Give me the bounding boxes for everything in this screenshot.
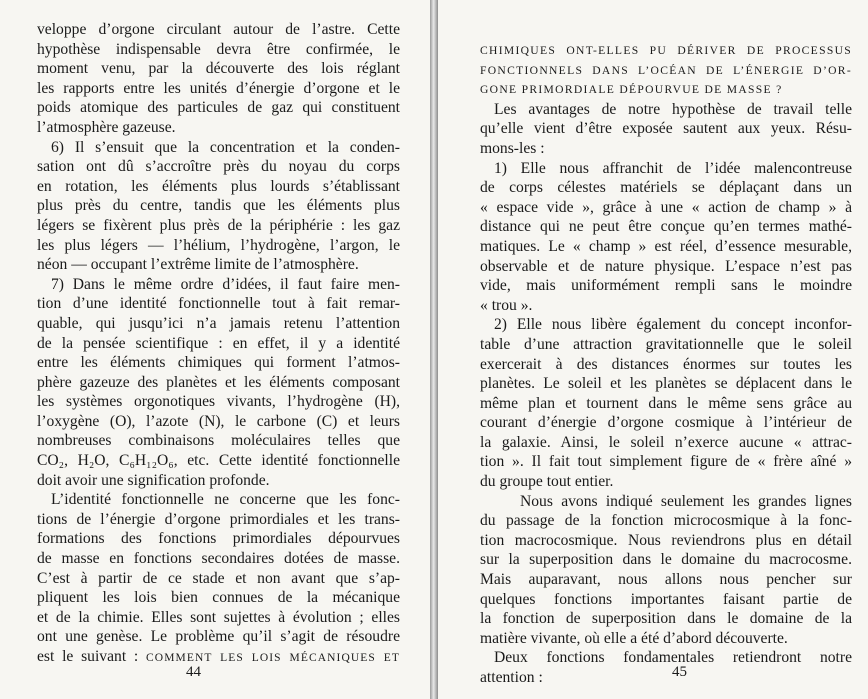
- text-line: [37, 138, 400, 158]
- text-line-content: poids atomique des particules de gaz qui constituent: [37, 99, 400, 117]
- text-line-content: quable, qui jusqu’ici n’a jamais retenu l’attention: [37, 314, 400, 332]
- text-line: [37, 118, 400, 138]
- text-line: [480, 531, 852, 551]
- text-line-content: moment venu, par la découverte des lois réglant: [37, 60, 400, 78]
- text-line-content: doit avoir une signification profonde.: [37, 471, 270, 489]
- text-line: [37, 294, 400, 314]
- text-line-content: phère gazeuze des planètes et les éléments composant: [37, 373, 400, 391]
- text-line: [37, 510, 400, 530]
- text-line: [480, 237, 852, 257]
- text-line: [480, 413, 852, 433]
- book-gutter: [430, 0, 438, 699]
- text-line-content: la galaxie. Ainsi, le soleil n’exerce aucune « attrac-: [480, 433, 852, 451]
- text-line-content: mons-les :: [480, 139, 545, 157]
- chapter-question-heading: FONCTIONNELS DANS L’OCÉAN DE L’ÉNERGIE D’OR-: [480, 63, 852, 77]
- text-line: [480, 609, 852, 629]
- text-line-content: table d’une attraction gravitationnelle que le soleil: [480, 335, 852, 353]
- text-line: [480, 315, 852, 335]
- text-line: [480, 550, 852, 570]
- text-line: [37, 177, 400, 197]
- left-page: [0, 0, 430, 699]
- text-line-content: matiques. Le « champ » est réel, d’essence mesurable,: [480, 237, 852, 255]
- text-line-content: 7) Dans le même ordre d’idées, il faut faire men-: [51, 275, 400, 293]
- text-line: [37, 392, 400, 412]
- text-line: [37, 236, 400, 256]
- text-line-content: Nous avons indiqué seulement les grandes lignes: [520, 492, 852, 510]
- text-line: [480, 178, 852, 198]
- page-number-right: 45: [672, 664, 687, 680]
- text-line-content: est le suivant :: [37, 648, 147, 665]
- text-line: [480, 433, 852, 453]
- text-line-content: et de la chimie. Elles sont sujettes à évolution ; elles: [37, 608, 400, 626]
- small-caps-text: COMMENT LES LOIS MÉCANIQUES ET: [146, 652, 400, 664]
- text-line: [37, 431, 400, 451]
- left-page-text: [37, 20, 400, 667]
- text-line-content: sur la superposition dans le domaine du macrocosme.: [480, 551, 852, 569]
- text-line: [37, 549, 400, 569]
- text-line: [480, 139, 852, 159]
- text-line: [480, 355, 852, 375]
- text-line: [480, 511, 852, 531]
- text-line: [37, 588, 400, 608]
- text-line: [480, 472, 852, 492]
- text-line-content: veloppe d’orgone circulant autour de l’astre. Cette: [37, 21, 400, 38]
- text-line: [37, 471, 400, 491]
- text-line-content: quelques fonctions importantes faisant partie de: [480, 590, 852, 608]
- text-line-content: tion macrocosmique. Nous reviendrons plus en détail: [480, 531, 852, 549]
- text-line: [480, 257, 852, 277]
- text-line-content: formations des fonctions primordiales dépourvues: [37, 530, 400, 548]
- text-line: [37, 627, 400, 647]
- text-line-content: l’atmosphère gazeuse.: [37, 118, 176, 136]
- text-line-content: nombreuses combinaisons moléculaires telles que: [37, 432, 400, 450]
- text-line-content: hypothèse indispensable devra être confirmée, le: [37, 40, 400, 58]
- text-line-content: « espace vide », grâce à une « action de champ » à: [480, 198, 852, 216]
- text-line-content: tion ». Il fait tout simplement figure de « frère aîné »: [480, 453, 852, 471]
- page-number-left: 44: [186, 664, 201, 680]
- text-line: [37, 647, 400, 667]
- right-page: [438, 0, 868, 699]
- text-line: [37, 275, 400, 295]
- text-line-content: en rotation, les éléments plus lourds s’établissant: [37, 177, 400, 195]
- text-line: [480, 570, 852, 590]
- text-line: [480, 119, 852, 139]
- text-line-content: 6) Il s’ensuit que la concentration et la conden-: [51, 138, 400, 156]
- text-line: [37, 196, 400, 216]
- text-line: [37, 608, 400, 628]
- text-line: [480, 590, 852, 610]
- text-line: [480, 492, 852, 512]
- text-line-content: 2) Elle nous libère également du concept inconfor-: [494, 316, 852, 334]
- text-line: [37, 20, 400, 40]
- text-line: [37, 255, 400, 275]
- text-line-content: exercerait à des distances énormes sur toutes les: [480, 355, 852, 373]
- text-line: [480, 668, 852, 688]
- text-line-content: l’oxygène (O), l’azote (N), le carbone (C) et leurs: [37, 412, 400, 430]
- text-line-content: même plan et tournent dans le même sens grâce au: [480, 394, 852, 412]
- text-line: [37, 157, 400, 177]
- right-page-text: [480, 41, 852, 688]
- text-line-content: de corps célestes matériels se déplaçant dans un: [480, 179, 852, 197]
- text-line-content: Deux fonctions fondamentales retiendront notre: [494, 649, 852, 667]
- text-line: [37, 40, 400, 60]
- text-line-content: ont une genèse. Le problème qu’il s’agit de résoudre: [37, 628, 400, 646]
- text-line-content: les plus légers — l’hélium, l’hydrogène, l’argon, le: [37, 236, 400, 254]
- text-line-content: observable et de nature physique. L’espace n’est pas: [480, 257, 852, 275]
- text-line: [480, 296, 852, 316]
- text-line: [37, 314, 400, 334]
- text-line-content: de masse en fonctions secondaires dotées de masse.: [37, 550, 400, 568]
- text-line-content: courant d’énergie d’orgone cosmique à l’intérieur de: [480, 414, 852, 432]
- text-line: [37, 59, 400, 79]
- text-line-content: planètes. Le soleil et les planètes se déplacent dans le: [480, 375, 852, 393]
- text-line-content: tion d’une identité fonctionnelle tout à fait remar-: [37, 295, 400, 313]
- text-line-content: du groupe tout entier.: [480, 473, 614, 491]
- chapter-question-heading: CHIMIQUES ONT-ELLES PU DÉRIVER DE PROCESSUS: [480, 44, 852, 57]
- text-line: [480, 198, 852, 218]
- text-line: [37, 98, 400, 118]
- text-line-content: les systèmes orgonotiques vivants, l’hydrogène (H),: [37, 393, 400, 411]
- text-line: [37, 334, 400, 354]
- text-line-content: entre les éléments chimiques qui forment l’atmos-: [37, 354, 400, 372]
- text-line: [480, 100, 852, 120]
- text-line: [37, 216, 400, 236]
- text-line-content: plus près du centre, tandis que les éléments plus: [37, 197, 400, 215]
- text-line-content: C’est à partir de ce stade et non avant que s’ap-: [37, 569, 400, 587]
- text-line-content: Les avantages de notre hypothèse de travail telle: [494, 100, 852, 118]
- text-line: [37, 451, 400, 471]
- text-line: [480, 159, 852, 179]
- text-line-content: pliquent les lois bien connues de la mécanique: [37, 589, 400, 607]
- text-line-content: la fonction de superposition dans le domaine de la: [480, 610, 852, 628]
- text-line-content: vide, mais uniformément rempli sans le moindre: [480, 277, 852, 295]
- text-line-content: attention :: [480, 669, 543, 686]
- text-line-content: L’identité fonctionnelle ne concerne que les fonc-: [51, 491, 400, 509]
- text-line-content: du passage de la fonction microcosmique à la fonc-: [480, 512, 852, 530]
- text-line-content: distance qui ne peut être conçue qu’en termes mathé-: [480, 218, 852, 236]
- text-line-content: néon — occupant l’extrême limite de l’atmosphère.: [37, 256, 359, 274]
- text-line-content: les rapports entre les unités d’énergie d’orgone et le: [37, 79, 400, 97]
- text-line: [480, 335, 852, 355]
- text-line: [480, 629, 852, 649]
- text-line-content: tions de l’énergie d’orgone primordiales et les trans-: [37, 510, 400, 528]
- text-line: [37, 373, 400, 393]
- text-line-content: sation ont dû s’accroître près du noyau du corps: [37, 158, 400, 176]
- text-line-content: légers se fixèrent plus près de la périphérie : les gaz: [37, 216, 400, 234]
- text-line: [37, 79, 400, 99]
- text-line-content: CO₂, H₂O, C₆H₁₂O₆, etc. Cette identité fonctionnelle: [37, 452, 400, 470]
- text-line: [480, 374, 852, 394]
- text-line-content: de la pensée scientifique : en effet, il y a identité: [37, 334, 400, 352]
- text-line-content: Mais auparavant, nous allons nous pencher sur: [480, 571, 852, 589]
- text-line: [37, 529, 400, 549]
- text-line: [480, 217, 852, 237]
- text-line-content: qu’elle vient d’être exposée sautent aux yeux. Résu-: [480, 120, 852, 138]
- text-line: [480, 648, 852, 668]
- text-line: [480, 452, 852, 472]
- text-line-content: « trou ».: [480, 296, 533, 314]
- text-line: [37, 353, 400, 373]
- chapter-question-heading: GONE PRIMORDIALE DÉPOURVUE DE MASSE ?: [480, 83, 783, 97]
- text-line: [37, 412, 400, 432]
- text-line-content: matière vivante, où elle a été d’abord découverte.: [480, 629, 788, 647]
- text-line-content: 1) Elle nous affranchit de l’idée malencontreuse: [494, 159, 852, 177]
- text-line: [37, 569, 400, 589]
- text-line: [37, 490, 400, 510]
- text-line: [480, 394, 852, 414]
- text-line: [480, 276, 852, 296]
